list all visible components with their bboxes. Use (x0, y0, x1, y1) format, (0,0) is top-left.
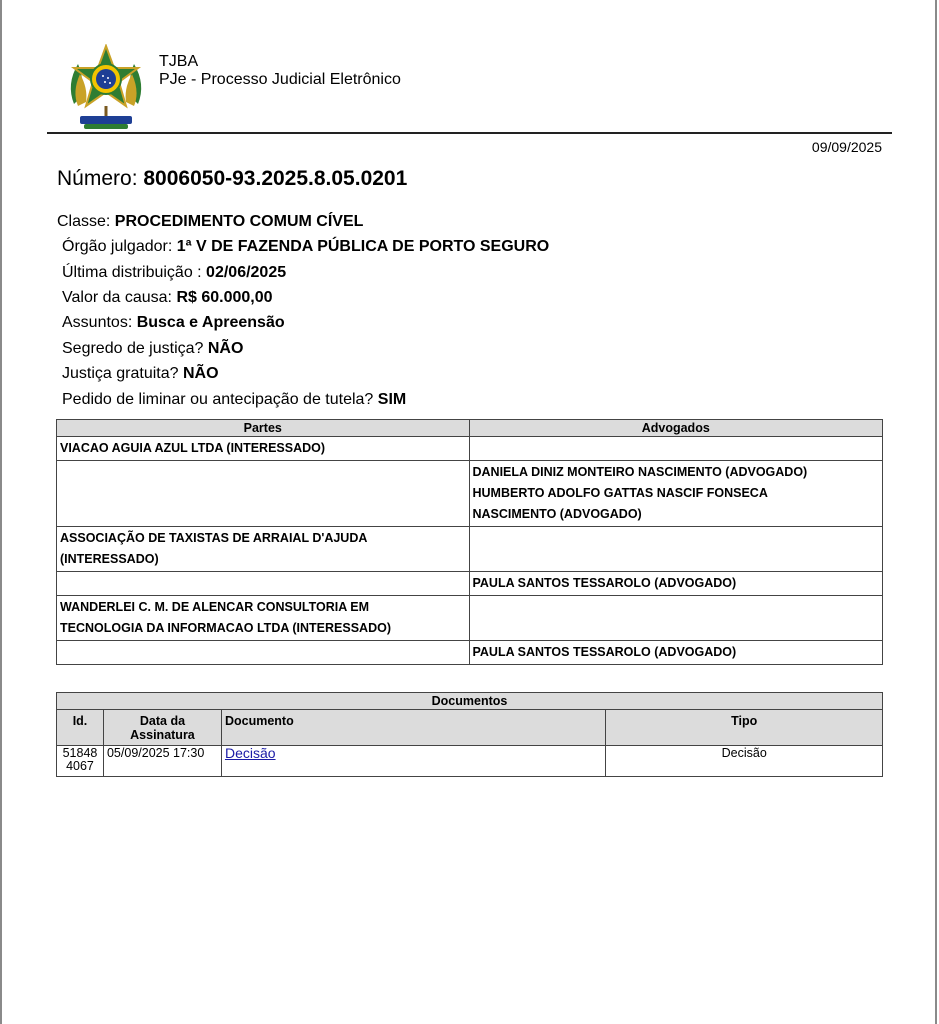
parte-cell (57, 641, 470, 665)
parte-cell: ASSOCIAÇÃO DE TAXISTAS DE ARRAIAL D'AJUDA (INTERESSADO) (57, 527, 470, 572)
table-row (57, 746, 883, 777)
document-date: 09/09/2025 (811, 139, 882, 155)
column-header-tipo: Tipo (606, 710, 883, 746)
documents-header-row (57, 710, 883, 746)
parte-cell: WANDERLEI C. M. DE ALENCAR CONSULTORIA EM TECNOLOGIA DA INFORMACAO LTDA (INTERESSADO) (57, 596, 470, 641)
field-value: Busca e Apreensão (136, 314, 285, 331)
field-value: R$ 60.000,00 (176, 289, 273, 306)
advogado-cell (469, 527, 883, 572)
system-name: PJe - Processo Judicial Eletrônico (159, 71, 401, 88)
field-label: Justiça gratuita? (62, 365, 183, 382)
document-date-cell: 05/09/2025 17:30 (103, 746, 221, 777)
field-label: Assuntos: (62, 314, 137, 331)
column-header-advogados: Advogados (469, 420, 883, 437)
field-label: Última distribuição : (62, 264, 207, 281)
field-justica-gratuita (62, 364, 219, 384)
table-row (57, 572, 883, 596)
parte-cell (57, 572, 470, 596)
parties-header-row (57, 420, 883, 437)
column-header-documento: Documento (221, 710, 605, 746)
field-orgao-julgador (62, 237, 549, 257)
table-row (57, 596, 883, 641)
process-number (57, 167, 407, 191)
field-valor-causa (62, 288, 273, 308)
document-id-cell: 51848 4067 (57, 746, 104, 777)
field-value: NÃO (207, 340, 244, 357)
field-label: Valor da causa: (62, 289, 177, 306)
table-row (57, 437, 883, 461)
field-value: 02/06/2025 (206, 264, 287, 281)
field-value: NÃO (182, 365, 219, 382)
header-divider (47, 132, 892, 134)
column-header-id: Id. (57, 710, 104, 746)
advogado-cell: PAULA SANTOS TESSAROLO (ADVOGADO) (469, 572, 883, 596)
field-segredo-justica (62, 339, 243, 359)
brazil-coat-of-arms-icon (64, 44, 148, 132)
column-header-data-assinatura: Data da Assinatura (103, 710, 221, 746)
table-row (57, 527, 883, 572)
table-row (57, 641, 883, 665)
parte-cell: VIACAO AGUIA AZUL LTDA (INTERESSADO) (57, 437, 470, 461)
column-header-partes: Partes (57, 420, 470, 437)
field-label: Órgão julgador: (62, 238, 177, 255)
process-number-value: 8006050-93.2025.8.05.0201 (143, 167, 408, 190)
documents-title-row (57, 693, 883, 710)
document-type-cell: Decisão (606, 746, 883, 777)
advogado-cell (469, 596, 883, 641)
documents-table (56, 692, 883, 777)
advogado-cell: PAULA SANTOS TESSAROLO (ADVOGADO) (469, 641, 883, 665)
field-label: Pedido de liminar ou antecipação de tutela? (62, 391, 378, 408)
field-label: Segredo de justiça? (62, 340, 208, 357)
field-assuntos (62, 313, 285, 333)
process-number-label: Número: (57, 167, 138, 190)
advogado-cell (469, 437, 883, 461)
documents-title: Documentos (57, 693, 883, 710)
field-classe (57, 212, 363, 232)
parties-table (56, 419, 883, 665)
field-ultima-distribuicao (62, 263, 286, 283)
field-value: SIM (377, 391, 407, 408)
advogado-cell: DANIELA DINIZ MONTEIRO NASCIMENTO (ADVOGADO) HUMBERTO ADOLFO GATTAS NASCIF FONSECA NASCIMENTO (ADVOGADO) (469, 461, 883, 527)
organization-name: TJBA (159, 53, 199, 70)
field-label: Classe: (57, 213, 115, 230)
document-name-cell (221, 746, 605, 777)
table-row (57, 461, 883, 527)
document-link[interactable]: Decisão (224, 745, 276, 761)
parte-cell (57, 461, 470, 527)
field-pedido-liminar (62, 390, 406, 410)
field-value: 1ª V DE FAZENDA PÚBLICA DE PORTO SEGURO (176, 238, 550, 255)
field-value: PROCEDIMENTO COMUM CÍVEL (114, 213, 364, 230)
